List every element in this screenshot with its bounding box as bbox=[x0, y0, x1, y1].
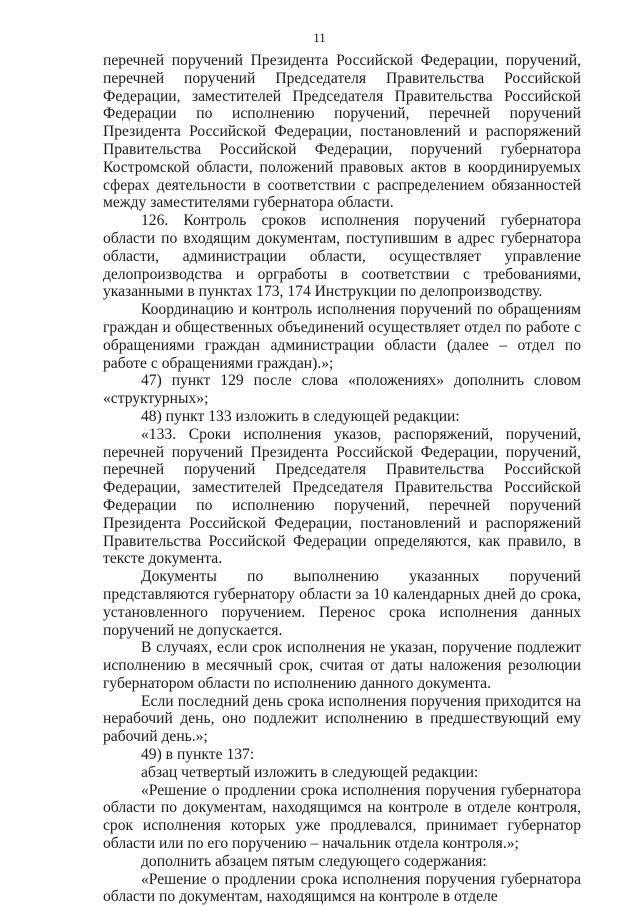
paragraph-decision-extension: «Решение о продлении срока исполнения поручения губернатора области по документам, находящимся на контроле в отделе контроля, срок исполнения которых уже продлевался, принимает губернатор области или по его поручению – начальник отдела контроля.»; bbox=[103, 781, 581, 853]
paragraph-item-47: 47) пункт 129 после слова «положениях» дополнить словом «структурных»; bbox=[103, 372, 581, 408]
paragraph-continuation: перечней поручений Президента Российской Федерации, поручений, перечней поручений Председателя Правительства Российской Федерации, заместителей Председателя Правительства Российской Федерации по исполнению поручений, перечней поручений Президента Российской Федерации, постановлений и распоряжений Правительства Российской Федерации, поручений губернатора Костромской области, положений правовых актов в координируемых сферах деятельности в соответствии с распределением обязанностей между заместителями губернатора области. bbox=[103, 52, 581, 212]
paragraph-126: 126. Контроль сроков исполнения поручений губернатора области по входящим документам, поступившим в адрес губернатора области, администрации области, осуществляет управление делопроизводства и оргработы в соответствии с требованиями, указанными в пунктах 173, 174 Инструкции по делопроизводству. bbox=[103, 212, 581, 301]
paragraph-item-48: 48) пункт 133 изложить в следующей редакции: bbox=[141, 407, 460, 425]
paragraph-item-49: 49) в пункте 137: bbox=[141, 746, 255, 764]
paragraph-133: «133. Сроки исполнения указов, распоряжений, поручений, перечней поручений Президента Российской Федерации, поручений, перечней поручений Председателя Правительства Российской Федерации, заместителей Председателя Правительства Российской Федерации по исполнению поручений, перечней поручений Президента Российской Федерации, постановлений и распоряжений Правительства Российской Федерации определяются, как правило, в тексте документа. bbox=[103, 425, 581, 568]
paragraph-no-deadline: В случаях, если срок исполнения не указан, поручение подлежит исполнению в месячный срок, считая от даты наложения резолюции губернатором области по исполнению данного документа. bbox=[103, 639, 581, 692]
document-body bbox=[103, 52, 581, 906]
paragraph-add-fifth: дополнить абзацем пятым следующего содержания: bbox=[141, 852, 487, 870]
paragraph-documents: Документы по выполнению указанных поручений представляются губернатору области за 10 календарных дней до срока, установленного поручением. Перенос срока исполнения данных поручений не допускается. bbox=[103, 568, 581, 639]
paragraph-fourth-abzac: абзац четвертый изложить в следующей редакции: bbox=[141, 763, 479, 781]
paragraph-nonworking-day: Если последний день срока исполнения поручения приходится на нерабочий день, оно подлежит исполнению в предшествующий ему рабочий день.»; bbox=[103, 692, 581, 746]
paragraph-coordination: Координацию и контроль исполнения поручений по обращениям граждан и общественных объединений осуществляет отдел по работе с обращениями граждан администрации области (далее – отдел по работе с обращениями граждан).»; bbox=[103, 301, 581, 372]
page-number: 11 bbox=[313, 30, 326, 45]
paragraph-decision-extension-2: «Решение о продлении срока исполнения поручения губернатора области по документам, находящимся на контроле в отделе bbox=[103, 870, 581, 906]
